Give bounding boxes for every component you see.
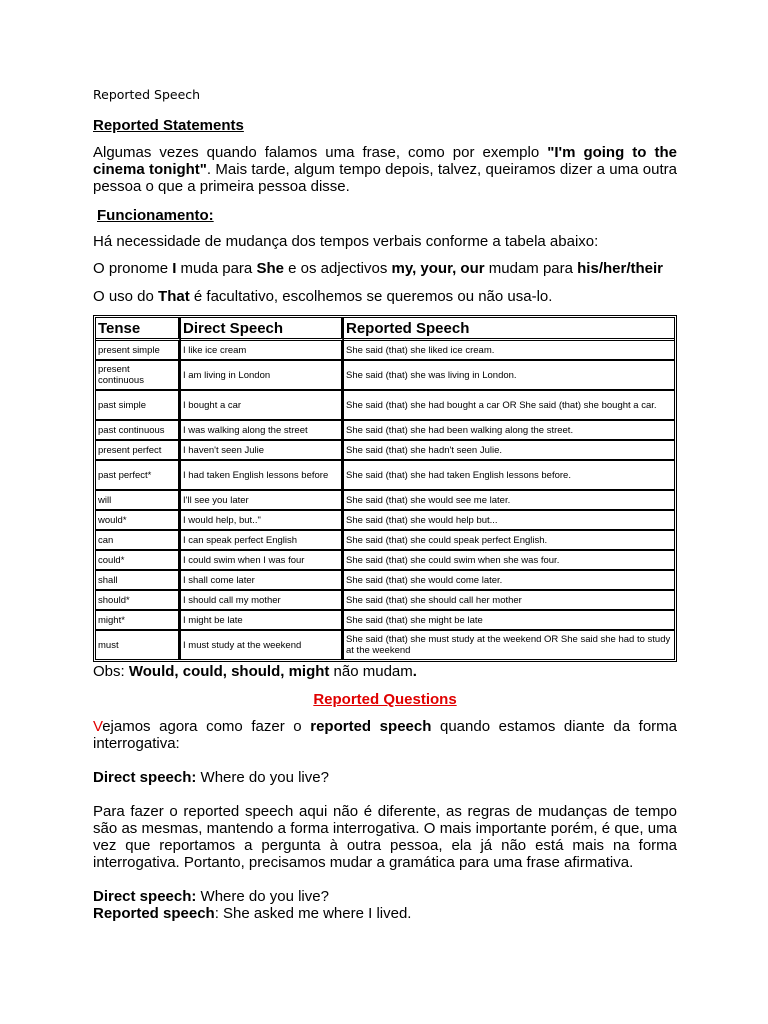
text: quando estamos diante da forma interrogativa: [93, 718, 677, 752]
direct-speech-cell: I should call my mother [181, 591, 344, 611]
text: Where do you live? [196, 888, 329, 905]
label: Direct speech: [93, 769, 197, 786]
table-row [96, 361, 674, 391]
reported-speech-example [93, 905, 677, 922]
reported-speech-cell: She said (that) she had bought a car OR She said (that) she bought a car. [344, 391, 674, 421]
direct-speech-cell: I would help, but.." [181, 511, 344, 531]
table-row [96, 391, 674, 421]
reported-speech-cell: She said (that) she had been walking along the street. [344, 421, 674, 441]
table-header-row [96, 318, 674, 341]
text: Where do you live? [196, 769, 329, 786]
reported-speech-cell: She said (that) she hadn't seen Julie. [344, 441, 674, 461]
tense-cell: present simple [96, 341, 181, 361]
direct-speech-cell: I was walking along the street [181, 421, 344, 441]
tense-cell: would* [96, 511, 181, 531]
text: O pronome [93, 260, 173, 277]
heading-reported-statements: Reported Statements [93, 117, 244, 134]
paragraph-questions-intro [93, 718, 677, 752]
reported-speech-cell: She said (that) she was living in London. [344, 361, 674, 391]
reported-speech-cell: She said (that) she would help but... [344, 511, 674, 531]
paragraph-that [93, 288, 677, 305]
direct-speech-cell: I shall come later [181, 571, 344, 591]
reported-speech-cell: She said (that) she would come later. [344, 571, 674, 591]
tense-cell: shall [96, 571, 181, 591]
tense-cell: might* [96, 611, 181, 631]
table-row [96, 441, 674, 461]
bold-text: my, your, our [391, 260, 485, 277]
text: é facultativo, escolhemos se queremos ou não usa-lo. [189, 288, 553, 305]
paragraph-intro [93, 144, 677, 195]
text: não mudam [329, 663, 413, 680]
direct-speech-cell: I might be late [181, 611, 344, 631]
paragraph-pronoun [93, 260, 677, 277]
bold-text: I [172, 260, 177, 277]
bold-text: That [158, 288, 190, 305]
direct-speech-cell: I'll see you later [181, 491, 344, 511]
table-row [96, 571, 674, 591]
reported-speech-cell: She said (that) she could speak perfect English. [344, 531, 674, 551]
direct-speech-example-2 [93, 888, 677, 905]
bold-text: Would, could, should, might [128, 663, 330, 680]
paragraph-tense-change: Há necessidade de mudança dos tempos verbais conforme a tabela abaixo: [93, 233, 599, 250]
heading-funcionamento: Funcionamento: [97, 207, 214, 224]
reported-speech-cell: She said (that) she could swim when she was four. [344, 551, 674, 571]
text: Obs: [93, 663, 129, 680]
label: Reported speech [93, 905, 215, 922]
reported-speech-cell: She said (that) she might be late [344, 611, 674, 631]
table-row [96, 591, 674, 611]
text: e os adjectivos [283, 260, 392, 277]
tense-table [93, 315, 677, 662]
tense-cell: should* [96, 591, 181, 611]
table-row [96, 631, 674, 659]
reported-speech-cell: She said (that) she should call her mother [344, 591, 674, 611]
document-title: Reported Speech [93, 87, 201, 102]
text: O uso do [93, 288, 159, 305]
tense-cell: past perfect* [96, 461, 181, 491]
obs-note [93, 663, 677, 680]
direct-speech-cell: I like ice cream [181, 341, 344, 361]
tense-cell: past continuous [96, 421, 181, 441]
paragraph-questions-rules: Para fazer o reported speech aqui não é diferente, as regras de mudanças de tempo são as mesmas, mantendo a forma interrogativa. O mais importante porém, é que, uma vez que reportamos a pergunta à outra pessoa, ela já não está mais na forma interrogativa. Portanto, precisamos mudar a gramática para uma frase afirmativa. [93, 803, 677, 871]
table-row [96, 531, 674, 551]
reported-speech-cell: She said (that) she would see me later. [344, 491, 674, 511]
direct-speech-cell: I am living in London [181, 361, 344, 391]
bold-text: reported speech [310, 718, 432, 735]
label: Direct speech: [93, 888, 197, 905]
tense-cell: can [96, 531, 181, 551]
tense-cell: will [96, 491, 181, 511]
direct-speech-cell: I haven't seen Julie [181, 441, 344, 461]
text: mudam para [484, 260, 578, 277]
header-direct-speech: Direct Speech [181, 318, 344, 341]
tense-cell: present perfect [96, 441, 181, 461]
direct-speech-cell: I bought a car [181, 391, 344, 421]
table-row [96, 611, 674, 631]
direct-speech-cell: I had taken English lessons before [181, 461, 344, 491]
text: . Mais tarde, algum tempo depois, talvez, queiramos dizer a uma outra pessoa o que a primeira pessoa disse. [93, 161, 677, 195]
bold-text: . [412, 663, 417, 680]
reported-speech-cell: She said (that) she had taken English lessons before. [344, 461, 674, 491]
table-row [96, 421, 674, 441]
direct-speech-example-1 [93, 769, 677, 786]
header-tense: Tense [96, 318, 181, 341]
text: Algumas vezes quando falamos uma frase, como por exemplo [93, 144, 548, 161]
table-row [96, 511, 674, 531]
text: muda para [176, 260, 257, 277]
text: ejamos agora como fazer o [102, 718, 311, 735]
example-quote: "I'm going to the cinema tonight" [93, 144, 677, 178]
reported-speech-cell: She said (that) she liked ice cream. [344, 341, 674, 361]
table-row [96, 341, 674, 361]
heading-reported-questions: Reported Questions [313, 691, 457, 708]
reported-speech-cell: She said (that) she must study at the weekend OR She said she had to study at the weekend [346, 634, 671, 656]
header-reported-speech: Reported Speech [344, 318, 674, 341]
direct-speech-cell: I must study at the weekend [181, 631, 344, 659]
table-row [96, 461, 674, 491]
bold-text: She [256, 260, 284, 277]
tense-cell: past simple [96, 391, 181, 421]
direct-speech-cell: I can speak perfect English [181, 531, 344, 551]
tense-cell: must [96, 631, 181, 659]
direct-speech-cell: I could swim when I was four [181, 551, 344, 571]
tense-cell: could* [96, 551, 181, 571]
text: V [93, 718, 103, 735]
bold-text: his/her/their [577, 260, 663, 277]
table-row [96, 491, 674, 511]
tense-cell: present continuous [96, 361, 181, 391]
table-row [96, 551, 674, 571]
text: : She asked me where I lived. [214, 905, 412, 922]
